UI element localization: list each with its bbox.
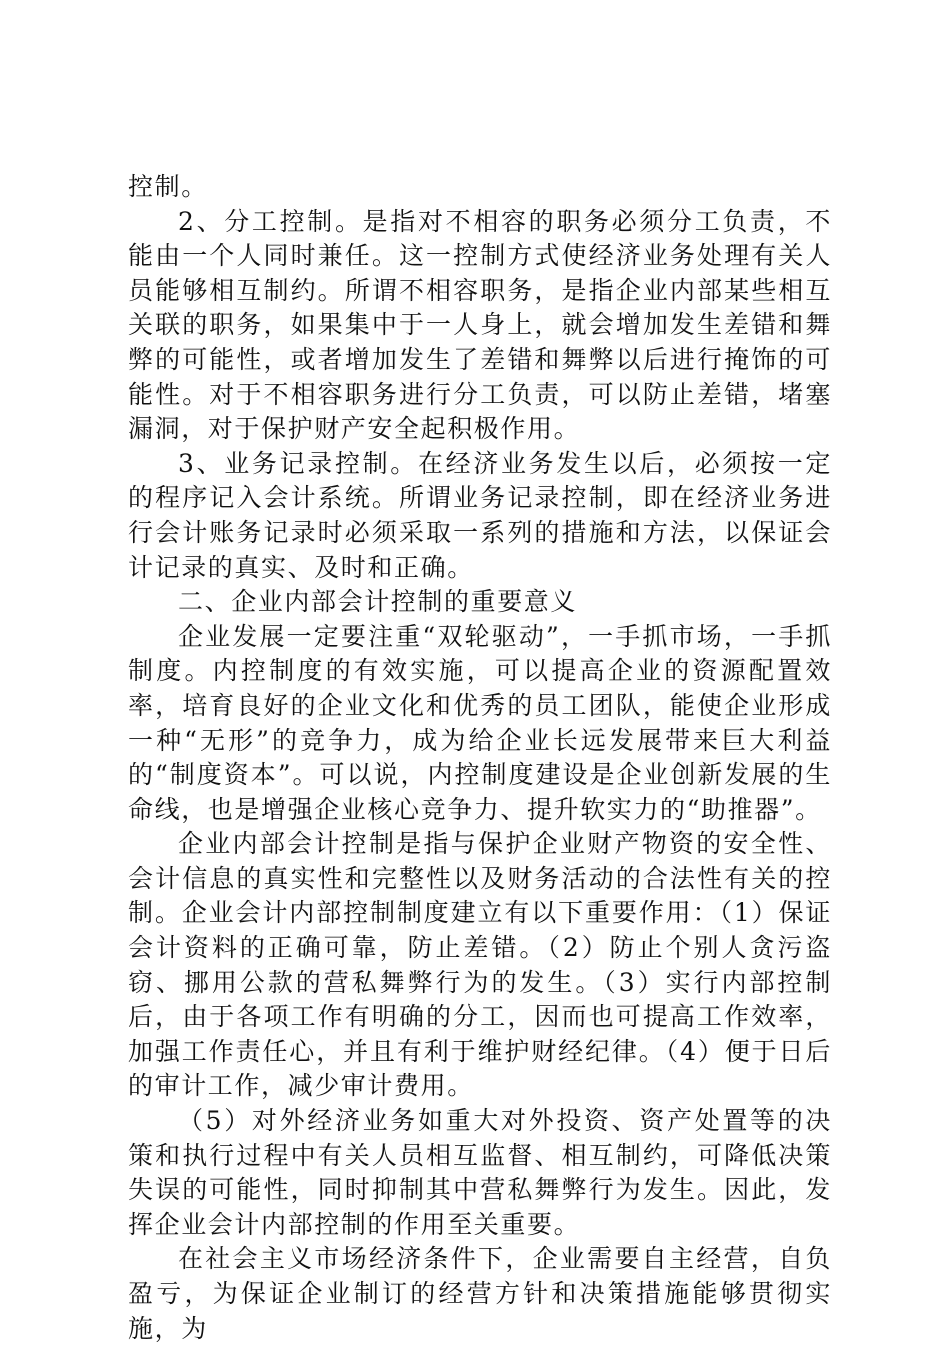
paragraph-external-business: （5）对外经济业务如重大对外投资、资产处置等的决策和执行过程中有关人员相互监督、相互制约，可降低决策失误的可能性，同时抑制其中营私舞弊行为发生。因此，发挥企业会计内部控制的作用至关重要。 — [128, 1106, 832, 1239]
document-body — [128, 170, 832, 1346]
paragraph-control-definition: 企业内部会计控制是指与保护企业财产物资的安全性、会计信息的真实性和完整性以及财务活动的合法性有关的控制。企业会计内部控制制度建立有以下重要作用：（1）保证会计资料的正确可靠，防止差错。（2）防止个别人贪污盗窃、挪用公款的营私舞弊行为的发生。（3）实行内部控制后，由于各项工作有明确的分工，因而也可提高工作效率，加强工作责任心，并且有利于维护财经纪律。（4）便于日后的审计工作，减少审计费用。 — [128, 829, 832, 1101]
paragraph-dual-drive: 企业发展一定要注重“双轮驱动”，一手抓市场，一手抓制度。内控制度的有效实施，可以提高企业的资源配置效率，培育良好的企业文化和优秀的员工团队，能使企业形成一种“无形”的竞争力，成为给企业长远发展带来巨大利益的“制度资本”。可以说，内控制度建设是企业创新发展的生命线，也是增强企业核心竞争力、提升软实力的“助推器”。 — [128, 621, 832, 824]
paragraph-division-of-duties: 2、分工控制。是指对不相容的职务必须分工负责，不能由一个人同时兼任。这一控制方式使经济业务处理有关人员能够相互制约。所谓不相容职务，是指企业内部某些相互关联的职务，如果集中于一人身上，就会增加发生差错和舞弊的可能性，或者增加发生了差错和舞弊以后进行掩饰的可能性。对于不相容职务进行分工负责，可以防止差错，堵塞漏洞，对于保护财产安全起积极作用。 — [128, 206, 832, 444]
paragraph-record-control: 3、业务记录控制。在经济业务发生以后，必须按一定的程序记入会计系统。所谓业务记录控制，即在经济业务进行会计账务记录时必须采取一系列的措施和方法，以保证会计记录的真实、及时和正确。 — [128, 448, 832, 582]
section-heading: 二、企业内部会计控制的重要意义 — [178, 587, 578, 617]
paragraph-market-economy: 在社会主义市场经济条件下，企业需要自主经营，自负盈亏，为保证企业制订的经营方针和决策措施能够贯彻实施，为 — [128, 1244, 832, 1343]
paragraph-continuation: 控制。 — [128, 172, 208, 201]
